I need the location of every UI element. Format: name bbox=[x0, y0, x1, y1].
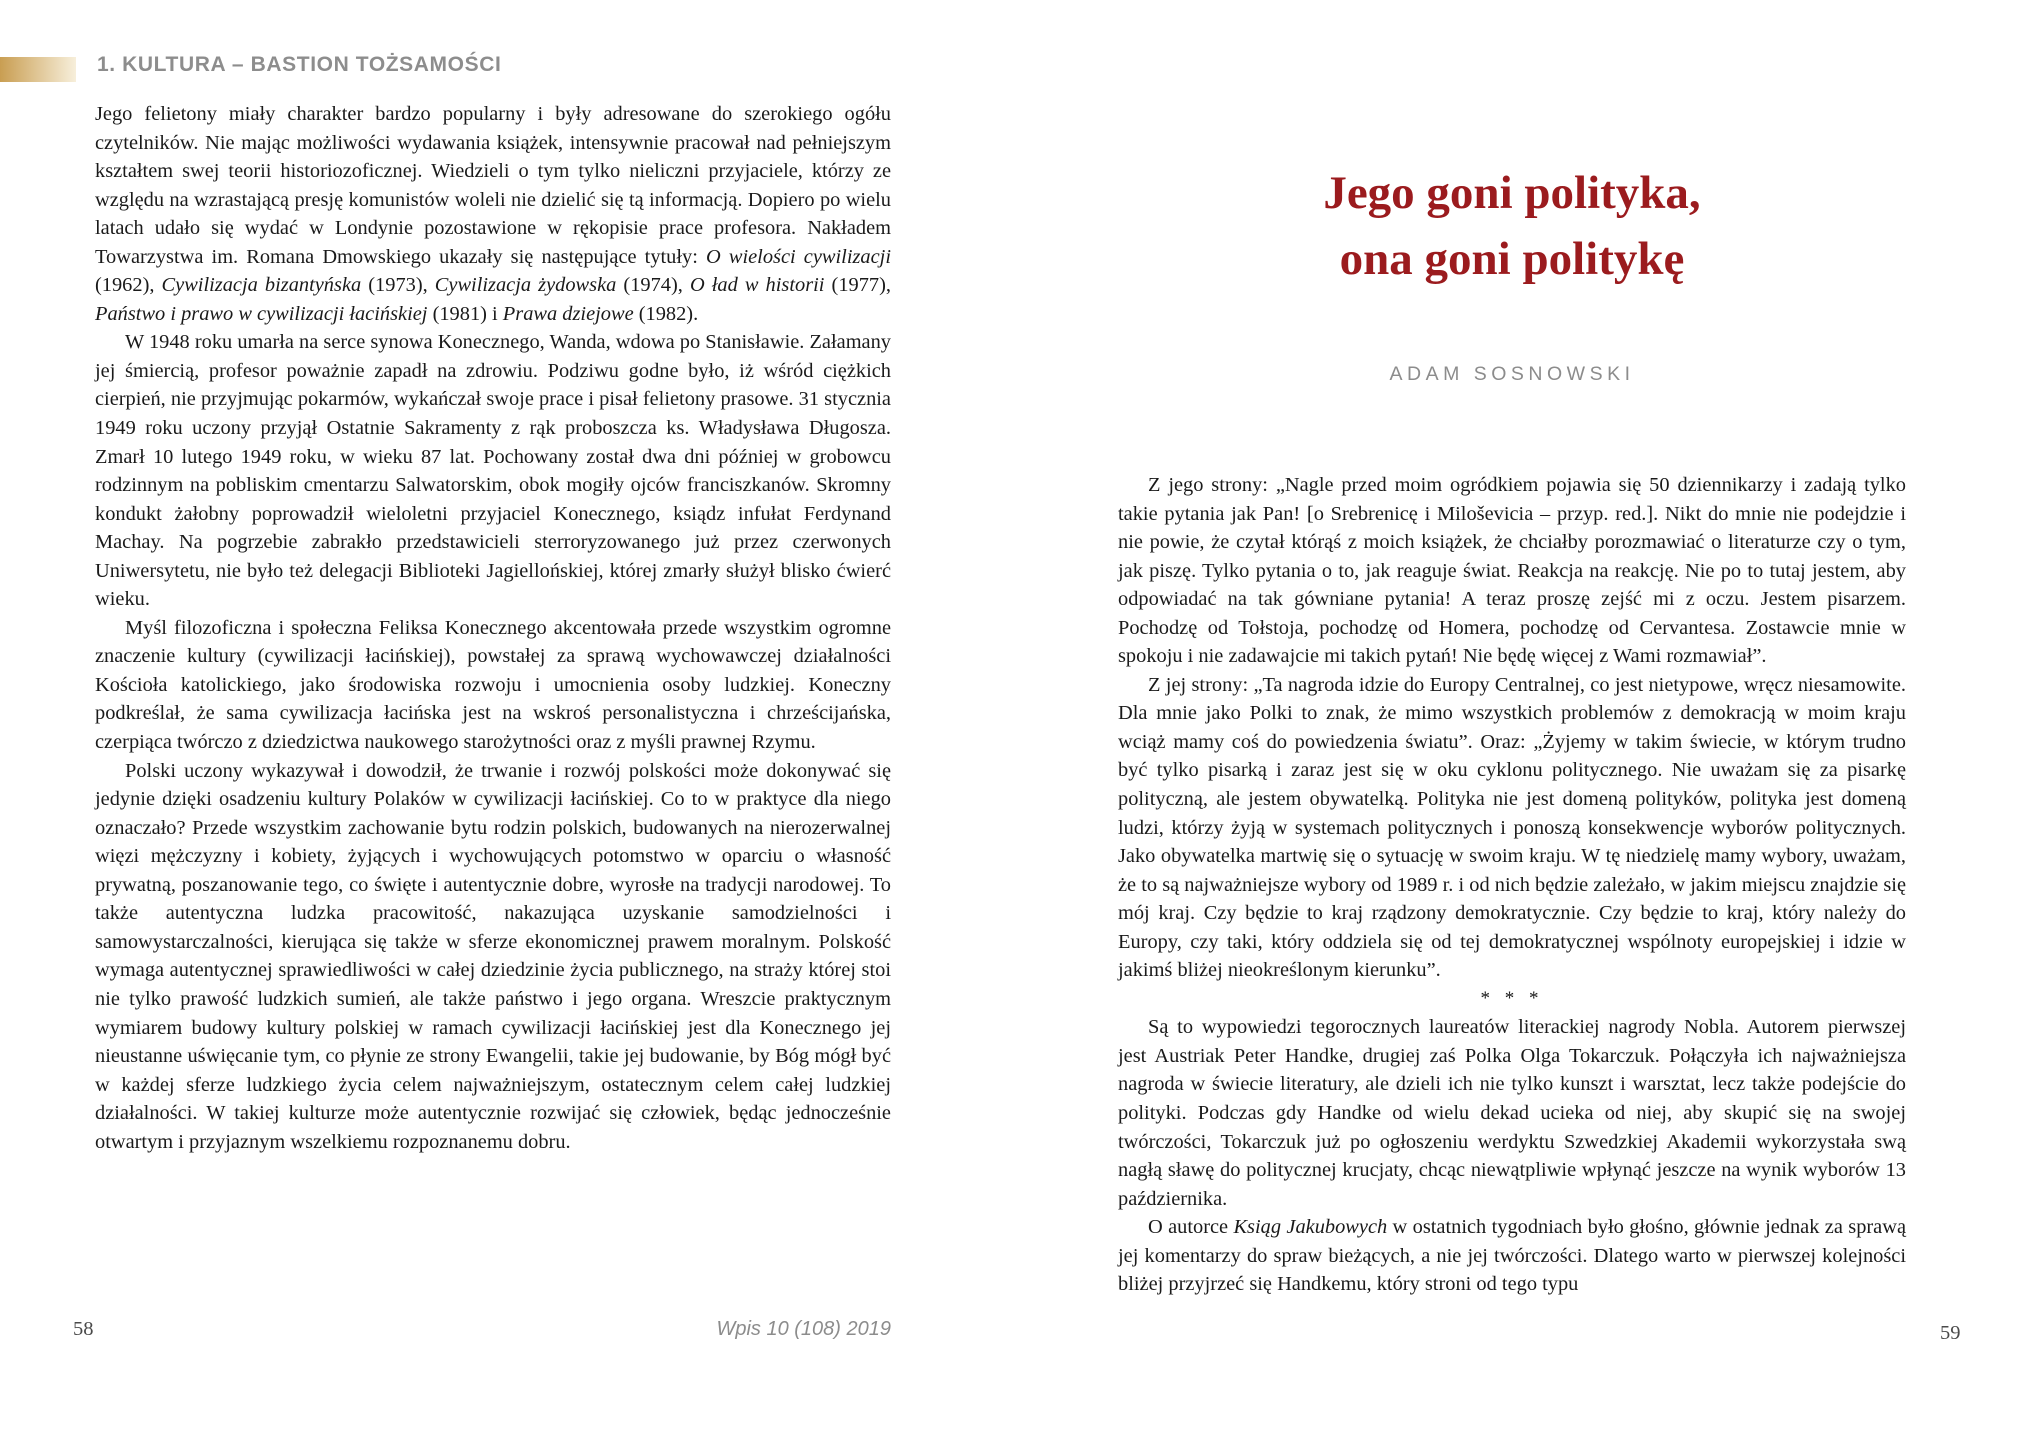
body-paragraph bbox=[1118, 1013, 1906, 1213]
text-segment: (1973), bbox=[361, 274, 435, 297]
italic-text-segment: O wielości cywilizacji bbox=[706, 245, 891, 268]
text-segment: Z jego strony: „Nagle przed moim ogródkiem pojawia się 50 dziennikarzy i zadają tylko takie pytania jak Pan! [o Srebrenicę i Miloševicia – przyp. red.]. Nikt do mnie nie podejdzie i nie powie, że czytał którąś z moich książek, że chciałby porozmawiać o literaturze czy o tym, jak piszę. Tylko pytania o to, jak reaguje świat. Reakcja na reakcję. Nie po to tutaj jestem, aby odpowiadać na tak gówniane pytania! A teraz proszę zejść mi z oczu. Jestem pisarzem. Pochodzę od Tołstoja, pochodzę od Homera, pochodzę od Cervantesa. Zostawcie mnie w spokoju i nie zadawajcie mi takich pytań! Nie będę więcej z Wami rozmawiał”. bbox=[1118, 474, 1906, 668]
text-segment: W 1948 roku umarła na serce synowa Konecznego, Wanda, wdowa po Stanisławie. Załamany jej śmiercią, profesor poważnie zapadł na zdrowiu. Podziwu godne było, iż wśród ciężkich cierpień, nie przyjmując pokarmów, wykańczał swoje prace i pisał felietony prasowe. 31 stycznia 1949 roku uczony przyjął Ostatnie Sakramenty z rąk proboszcza ks. Władysława Długosza. Zmarł 10 lutego 1949 roku, w wieku 87 lat. Pochowany został dwa dni później w grobowcu rodzinnym na pobliskim cmentarzu Salwatorskim, obok mogiły ojców franciszkanów. Skromny kondukt żałobny poprowadził wieloletni przyjaciel Konecznego, ksiądz infułat Ferdynand Machay. Na pogrzebie zabrakło przedstawicieli sterroryzowanego już przez czerwonych Uniwersytetu, nie było też delegacji Biblioteki Jagiellońskiej, której zmarły służył blisko ćwierć wieku. bbox=[95, 331, 891, 611]
body-paragraph bbox=[1118, 1213, 1906, 1299]
text-segment: (1981) i bbox=[427, 302, 503, 325]
body-paragraph bbox=[1118, 471, 1906, 671]
page-number-right: 59 bbox=[1940, 1322, 1961, 1344]
italic-text-segment: Prawa dziejowe bbox=[502, 302, 634, 325]
text-segment: (1962), bbox=[95, 274, 162, 297]
italic-text-segment: Ksiąg Jakubowych bbox=[1233, 1216, 1388, 1239]
text-segment: (1974), bbox=[616, 274, 690, 297]
body-paragraph bbox=[95, 328, 891, 613]
left-page-footer bbox=[73, 1318, 891, 1341]
article-title-line2: ona goni politykę bbox=[1339, 233, 1685, 285]
text-segment: (1977), bbox=[824, 274, 892, 297]
article-title-line1: Jego goni polityka, bbox=[1323, 167, 1701, 219]
text-segment: Polski uczony wykazywał i dowodził, że trwanie i rozwój polskości może dokonywać się jedynie dzięki osadzeniu kultury Polaków w cywilizacji łacińskiej. Co to w praktyce dla niego oznaczało? Przede wszystkim zachowanie bytu rodzin polskich, budowanych na nierozerwalnej więzi mężczyzny i kobiety, żyjących i wychowujących potomstwo w oparciu o własność prywatną, poszanowanie tego, co święte i autentycznie dobre, wyrosłe na tradycji narodowej. To także autentyczna ludzka pracowitość, nakazująca uzyskanie samodzielności i samowystarczalności, kierująca się także w sferze ekonomicznej prawem moralnym. Polskość wymaga autentycznej sprawiedliwości w całej dziedzinie życia publicznego, na straży której stoi nie tylko prawość ludzkich sumień, ale także państwo i jego organa. Wreszcie praktycznym wymiarem budowy kultury polskiej w ramach cywilizacji łacińskiej jest dla Konecznego jej nieustanne uświęcanie tym, co płynie ze strony Ewangelii, takie jej budowanie, by Bóg mógł być w każdej sferze ludzkiego życia celem najważniejszym, ostatecznym celem całej ludzkiej działalności. W takiej kulturze może autentycznie rozwijać się człowiek, będąc jednocześnie otwartym i przyjaznym wszelkiemu rozpoznanemu dobru. bbox=[95, 759, 891, 1153]
journal-title: Wpis bbox=[716, 1318, 761, 1340]
journal-issue-line bbox=[716, 1318, 891, 1341]
body-paragraph bbox=[95, 614, 891, 757]
page-number-left: 58 bbox=[73, 1318, 94, 1340]
chapter-kicker: 1. KULTURA – BASTION TOŻSAMOŚCI bbox=[97, 53, 502, 76]
italic-text-segment: O ład w historii bbox=[689, 274, 825, 297]
text-segment: w ostatnich tygodniach było głośno, głównie jednak za sprawą jej komentarzy do spraw bieżących, a nie jej twórczości. Dlatego warto w pierwszej kolejności bliżej przyjrzeć się Handkemu, który stroni od tego typu bbox=[1118, 1216, 1907, 1296]
text-segment: Z jej strony: „Ta nagroda idzie do Europy Centralnej, co jest nietypowe, wręcz niesamowite. Dla mnie jako Polki to znak, że mimo wszystkich problemów z demokracją w moim kraju wciąż mamy coś do powiedzenia światu”. Oraz: „Żyjemy w takim świecie, w którym trudno być tylko pisarką i zaraz jest się w oku cyklonu politycznego. Nie uważam się za pisarkę polityczną, ale jestem obywatelką. Polityka nie jest domeną polityków, polityka jest domeną ludzi, którzy żyją w systemach politycznych i ponoszą konsekwencje wyborów politycznych. Jako obywatelka martwię się o sytuację w swoim kraju. W tę niedzielę mamy wybory, uważam, że to są najważniejsze wybory od 1989 r. i od nich będzie zależało, w jakim miejscu znajdzie się mój kraj. Czy będzie to kraj rządzony demokratycznie. Czy będzie to kraj, który należy do Europy, czy taki, który oddziela się od tej demokratycznej wspólnoty europejskiej i idzie w jakimś bliżej nieokreślonym kierunku”. bbox=[1118, 673, 1906, 982]
text-segment: Jego felietony miały charakter bardzo popularny i były adresowane do szerokiego ogółu czytelników. Nie mając możliwości wydawania książek, intensywnie pracował nad pełniejszym kształtem swej teorii historiozoficznej. Wiedzieli o tym tylko nieliczni przyjaciele, którzy ze względu na wzrastającą presję komunistów woleli nie dzielić się tą informacją. Dopiero po wielu latach udało się wydać w Londynie pozostawione w rękopisie prace profesora. Nakładem Towarzystwa im. Romana Dmowskiego ukazały się następujące tytuły: bbox=[95, 103, 891, 268]
body-paragraph bbox=[95, 100, 891, 328]
text-segment: Myśl filozoficzna i społeczna Feliksa Konecznego akcentowała przede wszystkim ogromne znaczenie kultury (cywilizacji łacińskiej), powstałej za sprawą wychowawczej działalności Kościoła katolickiego, jako środowiska rozwoju i umocnienia osoby ludzkiej. Koneczny podkreślał, że sama cywilizacja łacińska jest na wskroś personalistyczna i chrześcijańska, czerpiąca twórczo z dziedzictwa naukowego starożytności oraz z myśli prawnej Rzymu. bbox=[95, 616, 891, 754]
italic-text-segment: Cywilizacja żydowska bbox=[434, 274, 617, 297]
right-page-body bbox=[1118, 471, 1906, 1299]
text-segment: (1982). bbox=[633, 302, 699, 325]
text-segment: O autorce bbox=[1148, 1216, 1234, 1239]
gold-accent-bar bbox=[0, 57, 76, 82]
journal-issue: 10 (108) 2019 bbox=[760, 1318, 891, 1340]
text-segment: Są to wypowiedzi tegorocznych laureatów literackiej nagrody Nobla. Autorem pierwszej jest Austriak Peter Handke, drugiej zaś Polka Olga Tokarczuk. Połączyła ich najważniejsza nagroda w świecie literatury, ale dzieli ich nie tylko kunszt i warsztat, lecz także podejście do polityki. Podczas gdy Handke od wielu dekad ucieka od niej, aby skupić się na swojej twórczości, Tokarczuk już po ogłoszeniu werdyktu Szwedzkiej Akademii wykorzystała swą nagłą sławę do politycznej krucjaty, chcąc niewątpliwie wpłynąć jeszcze na wynik wyborów 13 października. bbox=[1118, 1016, 1906, 1210]
section-separator: * * * bbox=[1480, 987, 1544, 1009]
body-paragraph bbox=[1118, 671, 1906, 985]
left-page-body bbox=[95, 100, 891, 1156]
italic-text-segment: Cywilizacja bizantyńska bbox=[161, 274, 362, 297]
article-title bbox=[1118, 160, 1906, 292]
italic-text-segment: Państwo i prawo w cywilizacji łacińskiej bbox=[95, 302, 428, 325]
article-author: ADAM SOSNOWSKI bbox=[1389, 363, 1635, 385]
body-paragraph bbox=[95, 757, 891, 1157]
